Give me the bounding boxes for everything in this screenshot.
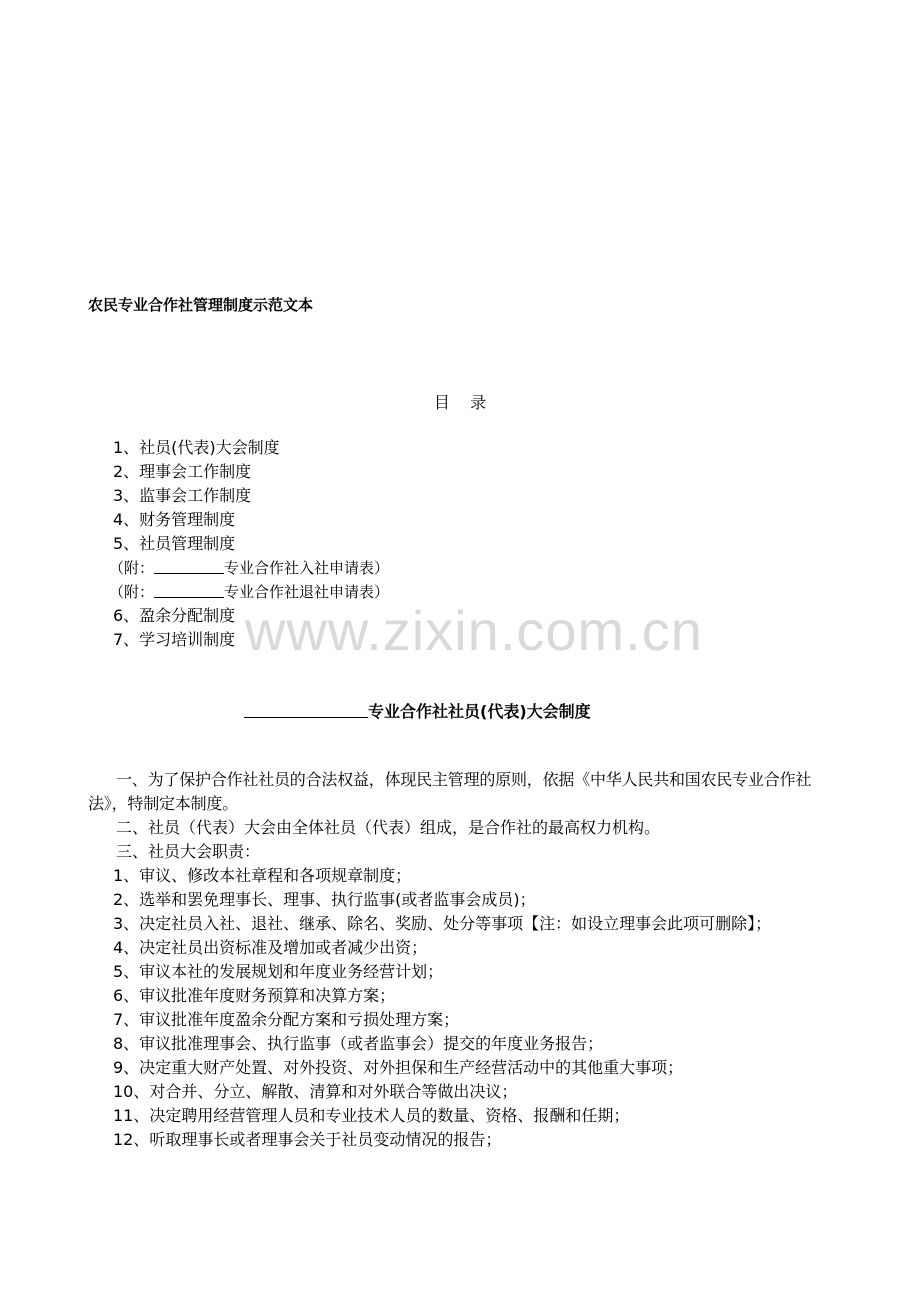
duty-item: 8、审议批准理事会、执行监事（或者监事会）提交的年度业务报告； bbox=[113, 1034, 604, 1053]
duty-item: 5、审议本社的发展规划和年度业务经营计划； bbox=[113, 962, 444, 981]
duty-item: 11、决定聘用经营管理人员和专业技术人员的数量、资格、报酬和任期； bbox=[113, 1106, 630, 1125]
watermark: www.zixin.com.cn bbox=[245, 599, 703, 662]
toc-item: 6、盈余分配制度 bbox=[113, 606, 236, 625]
paragraph: 二、社员（代表）大会由全体社员（代表）组成，是合作社的最高权力机构。 bbox=[116, 818, 661, 837]
duty-item: 10、对合并、分立、解散、清算和对外联合等做出决议； bbox=[113, 1082, 518, 1101]
fill-in-blank bbox=[154, 557, 224, 574]
duty-item: 9、决定重大财产处置、对外投资、对外担保和生产经营活动中的其他重大事项； bbox=[113, 1058, 684, 1077]
duty-item: 6、审议批准年度财务预算和决算方案； bbox=[113, 986, 396, 1005]
document-title: 农民专业合作社管理制度示范文本 bbox=[88, 296, 314, 314]
toc-item: 7、学习培训制度 bbox=[113, 630, 236, 649]
fill-in-blank bbox=[244, 701, 368, 718]
section-title bbox=[244, 699, 591, 722]
section-title-text: 专业合作社社员(代表)大会制度 bbox=[368, 702, 591, 721]
duty-item: 3、决定社员入社、退社、继承、除名、奖励、处分等事项【注：如设立理事会此项可删除】； bbox=[113, 914, 772, 933]
duty-item: 4、决定社员出资标准及增加或者减少出资； bbox=[113, 938, 428, 957]
duty-item: 1、审议、修改本社章程和各项规章制度； bbox=[113, 866, 412, 885]
toc-item: 2、理事会工作制度 bbox=[113, 462, 252, 481]
duty-item: 2、选举和罢免理事长、理事、执行监事(或者监事会成员)； bbox=[113, 890, 536, 909]
toc-item: 1、社员(代表)大会制度 bbox=[113, 438, 280, 457]
toc-annex-suffix: 专业合作社退社申请表） bbox=[224, 583, 390, 601]
duty-item: 7、审议批准年度盈余分配方案和亏损处理方案； bbox=[113, 1010, 460, 1029]
toc-item: 3、监事会工作制度 bbox=[113, 486, 252, 505]
section-body bbox=[88, 768, 828, 1152]
toc-item: 5、社员管理制度 bbox=[113, 534, 236, 553]
paragraph: 三、社员大会职责： bbox=[116, 842, 261, 861]
toc-annex-prefix: （附： bbox=[109, 583, 155, 601]
toc-annex-prefix: （附： bbox=[109, 559, 155, 577]
duty-item: 12、听取理事长或者理事会关于社员变动情况的报告； bbox=[113, 1130, 502, 1149]
toc-item: 4、财务管理制度 bbox=[113, 510, 236, 529]
toc-annex-item bbox=[109, 556, 389, 580]
toc-annex-suffix: 专业合作社入社申请表） bbox=[224, 559, 390, 577]
fill-in-blank bbox=[154, 581, 224, 598]
paragraph: 一、为了保护合作社社员的合法权益，体现民主管理的原则，依据《中华人民共和国农民专业合作社法》，特制定本制度。 bbox=[88, 770, 812, 813]
toc-heading: 目 录 bbox=[433, 393, 487, 412]
